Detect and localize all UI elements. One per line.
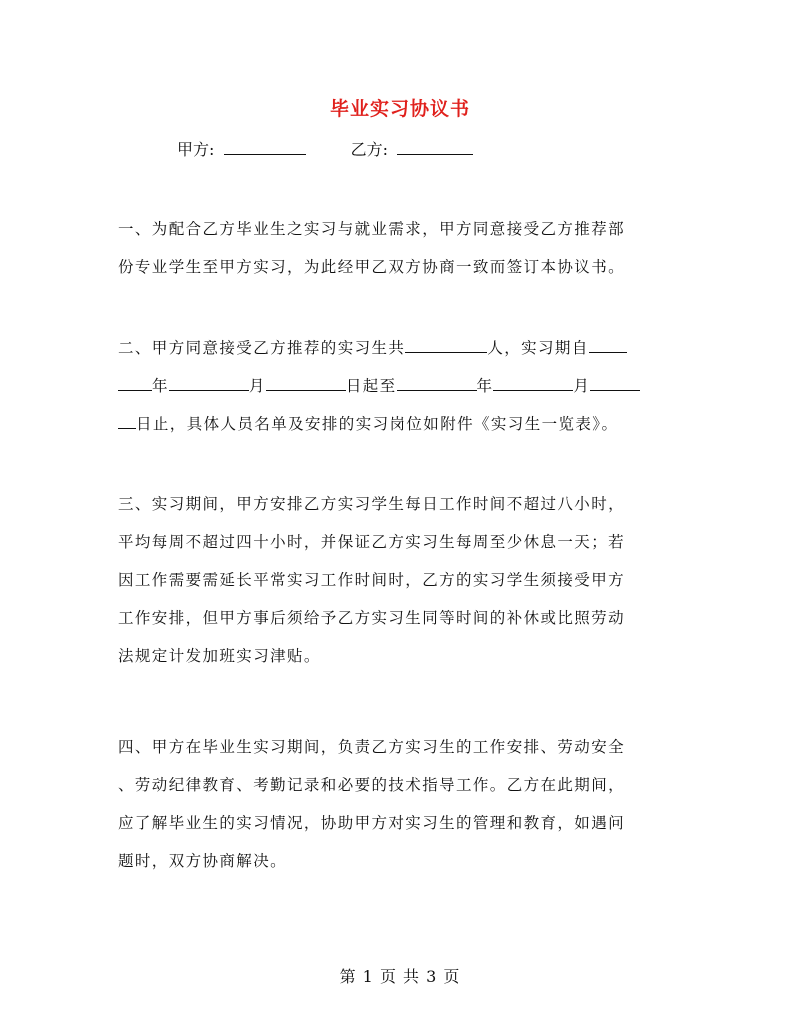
party-fields (177, 136, 473, 160)
clause-2-text-a: 二、甲方同意接受乙方推荐的实习生共 (118, 339, 406, 357)
clause-3-line-2: 平均每周不超过四十小时，并保证乙方实习生每周至少休息一天；若 (118, 533, 626, 551)
end-day-blank-part-2 (118, 410, 136, 429)
clause-2-line-3 (118, 405, 682, 443)
start-month-blank (169, 372, 249, 391)
clause-2-line-1 (118, 329, 682, 367)
party-a-label: 甲方: (177, 140, 215, 159)
clause-4 (118, 728, 682, 880)
start-blank-part-1 (589, 334, 627, 353)
end-year-label: 年 (476, 377, 494, 395)
intern-count-blank (405, 334, 487, 353)
start-day-blank (266, 372, 346, 391)
clause-3-line-4: 工作安排，但甲方事后须给予乙方实习生同等时间的补休或比照劳动 (118, 609, 626, 627)
clause-4-line-4: 题时，双方协商解决。 (118, 852, 288, 870)
end-year-blank (397, 372, 477, 391)
start-month-label: 月 (248, 377, 266, 395)
end-day-blank-part-1 (590, 372, 640, 391)
clause-2-text-b: 人，实习期自 (487, 339, 589, 357)
day-from-label: 日起至 (345, 377, 397, 395)
clause-4-line-1: 四、甲方在毕业生实习期间，负责乙方实习生的工作安排、劳动安全 (118, 738, 626, 756)
clause-3 (118, 485, 682, 675)
party-a (177, 136, 306, 160)
clause-4-line-3: 应了解毕业生的实习情况，协助甲方对实习生的管理和教育，如遇问 (118, 814, 626, 832)
clause-3-line-1: 三、实习期间，甲方安排乙方实习学生每日工作时间不超过八小时， (118, 495, 626, 513)
clause-2-text-end: 日止，具体人员名单及安排的实习岗位如附件《实习生一览表》。 (136, 415, 619, 433)
page-footer: 第 1 页 共 3 页 (339, 967, 461, 986)
clause-1-line-1: 一、为配合乙方毕业生之实习与就业需求，甲方同意接受乙方推荐部 (118, 220, 626, 238)
clause-2-line-2 (118, 367, 682, 405)
clause-1-line-2: 份专业学生至甲方实习，为此经甲乙双方协商一致而签订本协议书。 (118, 258, 626, 276)
clause-3-line-5: 法规定计发加班实习津贴。 (118, 647, 321, 665)
clause-1 (118, 210, 682, 286)
party-b-label: 乙方: (350, 140, 388, 159)
start-year-label: 年 (152, 377, 169, 395)
party-a-blank (224, 136, 306, 155)
document-title: 毕业实习协议书 (329, 98, 470, 120)
party-b-blank (397, 136, 473, 155)
clause-3-line-3: 因工作需要需延长平常实习工作时间时，乙方的实习学生须接受甲方 (118, 571, 626, 589)
clause-2 (118, 329, 682, 443)
end-month-blank (493, 372, 573, 391)
party-b (351, 136, 474, 160)
clause-4-line-2: 、劳动纪律教育、考勤记录和必要的技术指导工作。乙方在此期间， (118, 776, 626, 794)
end-month-label: 月 (573, 377, 591, 395)
start-year-blank (118, 372, 152, 391)
